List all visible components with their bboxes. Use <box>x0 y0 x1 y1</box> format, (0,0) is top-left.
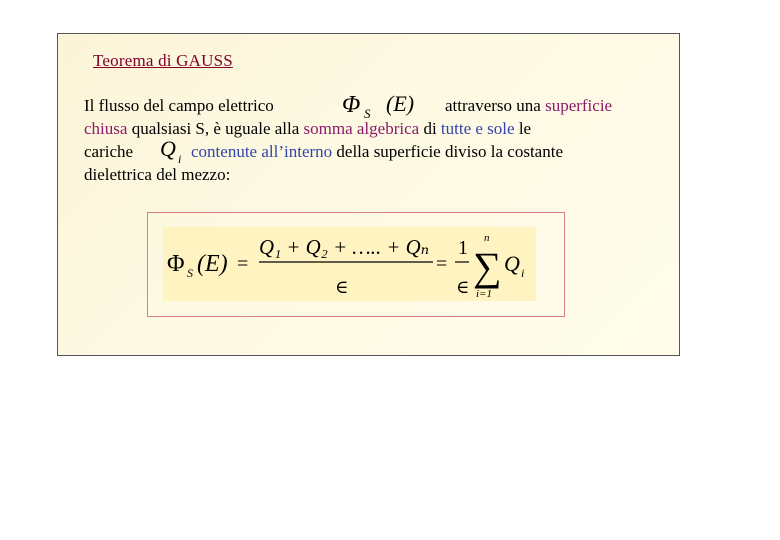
text-algebraic-sum: somma algebrica <box>303 119 420 138</box>
formula-e: (E) <box>197 251 228 277</box>
text-contained: contenute <box>191 142 258 161</box>
sum-symbol: ∑ <box>473 244 502 289</box>
slide <box>57 33 680 356</box>
text-line-1b <box>445 94 612 117</box>
text-line-4 <box>84 163 230 186</box>
charge-symbol-svg <box>158 136 194 166</box>
formula-epsilon-1: ∈ <box>335 277 349 297</box>
sum-lower-limit: i=1 <box>476 288 492 300</box>
text-flux: Il flusso del campo elettrico <box>84 96 274 115</box>
text-inside: all’interno <box>261 142 333 161</box>
text-of: di <box>423 119 437 138</box>
text-closed: chiusa <box>84 119 128 138</box>
formula-epsilon-2: ∈ <box>456 277 470 297</box>
slide-title: Teorema di GAUSS <box>93 51 233 70</box>
text-surface-divided: della superficie diviso la costante <box>336 142 563 161</box>
phi-symbol: Φ <box>342 92 361 118</box>
formula-equals-1: = <box>237 253 249 275</box>
text-line-1 <box>84 94 274 117</box>
formula-equals-2: = <box>436 253 448 275</box>
formula-phi: Φ <box>167 251 185 277</box>
text-charges: cariche <box>84 142 134 161</box>
text-any-s: qualsiasi S, è uguale alla <box>131 119 300 138</box>
text-all-and-only: tutte e sole <box>440 119 515 138</box>
text-line-2 <box>84 117 531 140</box>
text-line-3b <box>191 140 563 163</box>
sum-upper-limit: n <box>484 232 490 244</box>
flux-symbol-svg <box>342 90 442 120</box>
text-the: le <box>518 119 532 138</box>
formula-q: Q <box>504 251 520 276</box>
charge-subscript: i <box>178 152 182 166</box>
formula-box <box>147 212 565 317</box>
gauss-formula <box>163 227 536 301</box>
formula-phi-subscript: S <box>187 266 193 280</box>
text-surface: superficie <box>545 96 613 115</box>
text-through: attraverso una <box>445 96 541 115</box>
formula-q-subscript: i <box>521 266 525 280</box>
phi-subscript: S <box>364 106 371 120</box>
text-dielectric: dielettrica del mezzo: <box>84 165 231 184</box>
formula-one: 1 <box>458 237 468 259</box>
field-e: (E) <box>386 91 415 116</box>
charge-q: Q <box>160 136 176 161</box>
formula-numerator: Q₁ + Q₂ + ….. + Qₙ <box>259 235 429 259</box>
text-line-3 <box>84 140 133 163</box>
